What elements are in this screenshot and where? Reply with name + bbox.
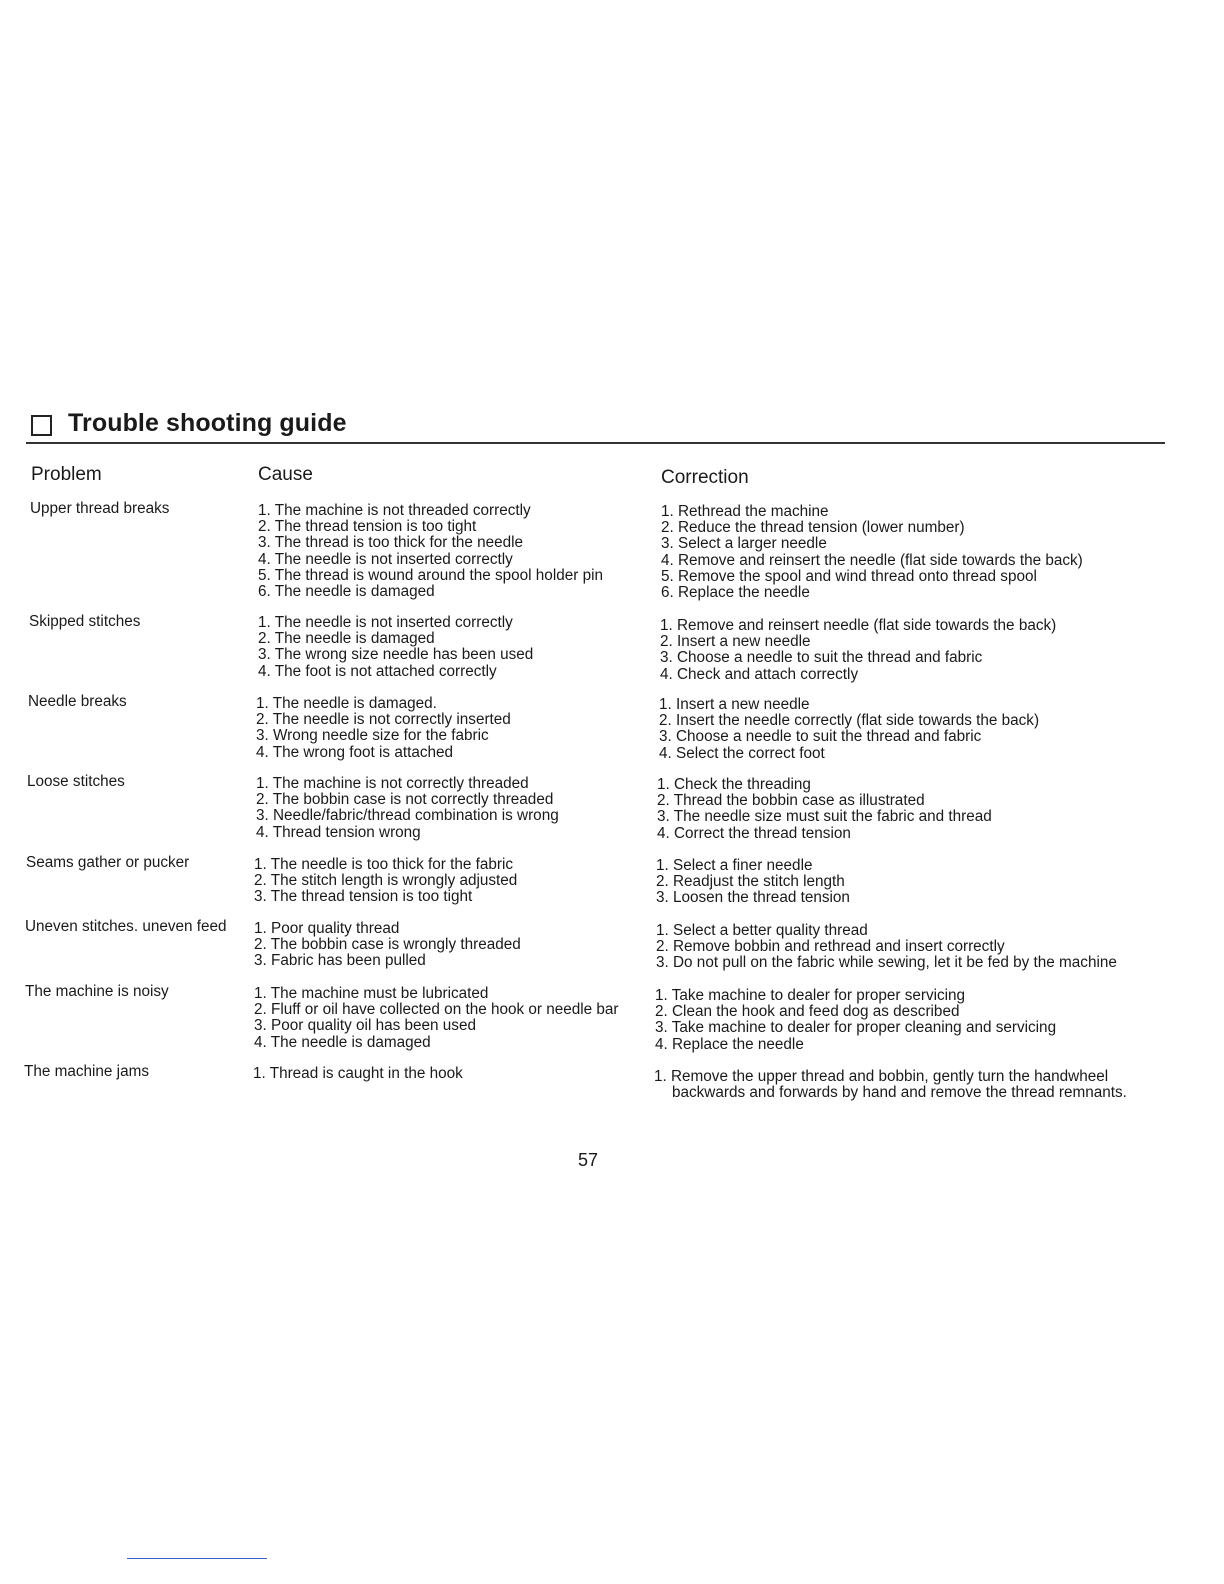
cause-list xyxy=(256,696,511,761)
list-item: 4. The foot is not attached correctly xyxy=(258,662,497,680)
list-item: 1. Rethread the machine xyxy=(661,503,829,520)
problem-label: Uneven stitches. uneven feed xyxy=(25,918,227,935)
problem-label: Loose stitches xyxy=(27,773,125,790)
list-item: 3. Take machine to dealer for proper cleaning and servicing xyxy=(655,1019,1057,1037)
list-item: 3. Fabric has been pulled xyxy=(254,952,426,970)
list-item: 6. The needle is damaged xyxy=(258,583,435,601)
list-item: 4. The needle is damaged xyxy=(254,1033,431,1051)
cause-list xyxy=(253,1066,463,1082)
list-item: 3. Poor quality oil has been used xyxy=(254,1017,476,1035)
list-item: 4. Thread tension wrong xyxy=(256,823,421,841)
problem-label: Seams gather or pucker xyxy=(26,854,190,871)
list-item: 2. The needle is not correctly inserted xyxy=(256,711,511,729)
list-item: 6. Replace the needle xyxy=(661,584,810,602)
header-problem: Problem xyxy=(31,464,102,485)
list-item: 1. The needle is damaged. xyxy=(256,695,437,712)
list-item: 1. Remove and reinsert needle (flat side towards the back) xyxy=(660,617,1057,634)
list-item: 1. The machine is not correctly threaded xyxy=(256,775,529,792)
correction-list xyxy=(656,923,1117,972)
list-item: 1. Check the threading xyxy=(657,776,811,793)
list-item: 2. Insert the needle correctly (flat side towards the back) xyxy=(659,712,1040,730)
page-title: Trouble shooting guide xyxy=(68,408,347,437)
list-item-continuation: backwards and forwards by hand and remove the thread remnants. xyxy=(672,1084,1127,1102)
list-item: 4. The needle is not inserted correctly xyxy=(258,550,513,568)
list-item: 2. Remove bobbin and rethread and insert correctly xyxy=(656,938,1005,956)
list-item: 3. Choose a needle to suit the thread and fabric xyxy=(660,649,983,667)
header-correction: Correction xyxy=(661,467,749,488)
list-item: 3. Do not pull on the fabric while sewing, let it be fed by the machine xyxy=(656,954,1117,972)
list-item: 3. The thread is too thick for the needle xyxy=(258,534,524,552)
header-cause: Cause xyxy=(258,464,313,485)
cause-list xyxy=(258,615,533,680)
list-item: 2. Thread the bobbin case as illustrated xyxy=(657,792,925,810)
list-item: 2. Clean the hook and feed dog as described xyxy=(655,1003,960,1021)
correction-list xyxy=(654,1069,1127,1101)
list-item: 2. Insert a new needle xyxy=(660,633,811,651)
list-item: 1. Thread is caught in the hook xyxy=(253,1065,463,1082)
checkbox-icon xyxy=(31,415,52,436)
list-item: 5. Remove the spool and wind thread onto thread spool xyxy=(661,567,1037,585)
list-item: 4. Correct the thread tension xyxy=(657,824,851,842)
list-item: 3. Needle/fabric/thread combination is wrong xyxy=(256,807,559,825)
list-item: 1. Insert a new needle xyxy=(659,696,810,713)
correction-list xyxy=(660,618,1056,683)
list-item: 2. The thread tension is too tight xyxy=(258,518,477,536)
list-item: 1. Remove the upper thread and bobbin, gently turn the handwheel xyxy=(654,1068,1109,1085)
title-divider xyxy=(26,442,1165,444)
list-item: 3. Loosen the thread tension xyxy=(656,889,850,907)
footer-rule xyxy=(127,1558,267,1559)
list-item: 3. Wrong needle size for the fabric xyxy=(256,727,489,745)
list-item: 4. The wrong foot is attached xyxy=(256,743,453,761)
correction-list xyxy=(656,858,850,907)
problem-label: Upper thread breaks xyxy=(30,500,170,517)
list-item: 1. Poor quality thread xyxy=(254,920,400,937)
list-item: 5. The thread is wound around the spool holder pin xyxy=(258,566,603,584)
problem-label: The machine jams xyxy=(24,1063,149,1080)
list-item: 3. The thread tension is too tight xyxy=(254,888,473,906)
list-item: 4. Replace the needle xyxy=(655,1035,804,1053)
list-item: 3. The wrong size needle has been used xyxy=(258,646,534,664)
cause-list xyxy=(258,503,603,600)
list-item: 1. The machine must be lubricated xyxy=(254,985,489,1002)
problem-label: Skipped stitches xyxy=(29,613,141,630)
list-item: 1. Select a better quality thread xyxy=(656,922,868,939)
cause-list xyxy=(254,857,517,906)
list-item: 2. Reduce the thread tension (lower number) xyxy=(661,519,965,537)
section-title-row xyxy=(31,406,347,440)
correction-list xyxy=(659,697,1039,762)
list-item: 1. The needle is not inserted correctly xyxy=(258,614,513,631)
list-item: 2. The bobbin case is wrongly threaded xyxy=(254,936,521,954)
list-item: 1. The needle is too thick for the fabric xyxy=(254,856,514,873)
list-item: 1. Select a finer needle xyxy=(656,857,813,874)
cause-list xyxy=(256,776,559,841)
list-item: 4. Select the correct foot xyxy=(659,744,825,762)
page-number: 57 xyxy=(578,1150,599,1170)
list-item: 2. The bobbin case is not correctly threaded xyxy=(256,791,554,809)
list-item: 4. Check and attach correctly xyxy=(660,665,859,683)
list-item: 1. The machine is not threaded correctly xyxy=(258,502,531,519)
cause-list xyxy=(254,986,619,1051)
list-item: 2. The stitch length is wrongly adjusted xyxy=(254,872,518,890)
correction-list xyxy=(661,504,1083,601)
list-item: 1. Take machine to dealer for proper servicing xyxy=(655,987,966,1004)
list-item: 3. The needle size must suit the fabric and thread xyxy=(657,808,992,826)
list-item: 3. Choose a needle to suit the thread and fabric xyxy=(659,728,982,746)
list-item: 4. Remove and reinsert the needle (flat side towards the back) xyxy=(661,551,1083,569)
list-item: 2. The needle is damaged xyxy=(258,630,435,648)
list-item: 3. Select a larger needle xyxy=(661,535,827,553)
correction-list xyxy=(657,777,992,842)
cause-list xyxy=(254,921,521,970)
list-item: 2. Readjust the stitch length xyxy=(656,873,845,891)
problem-label: The machine is noisy xyxy=(25,983,169,1000)
list-item: 2. Fluff or oil have collected on the hook or needle bar xyxy=(254,1001,619,1019)
problem-label: Needle breaks xyxy=(28,693,127,710)
correction-list xyxy=(655,988,1056,1053)
